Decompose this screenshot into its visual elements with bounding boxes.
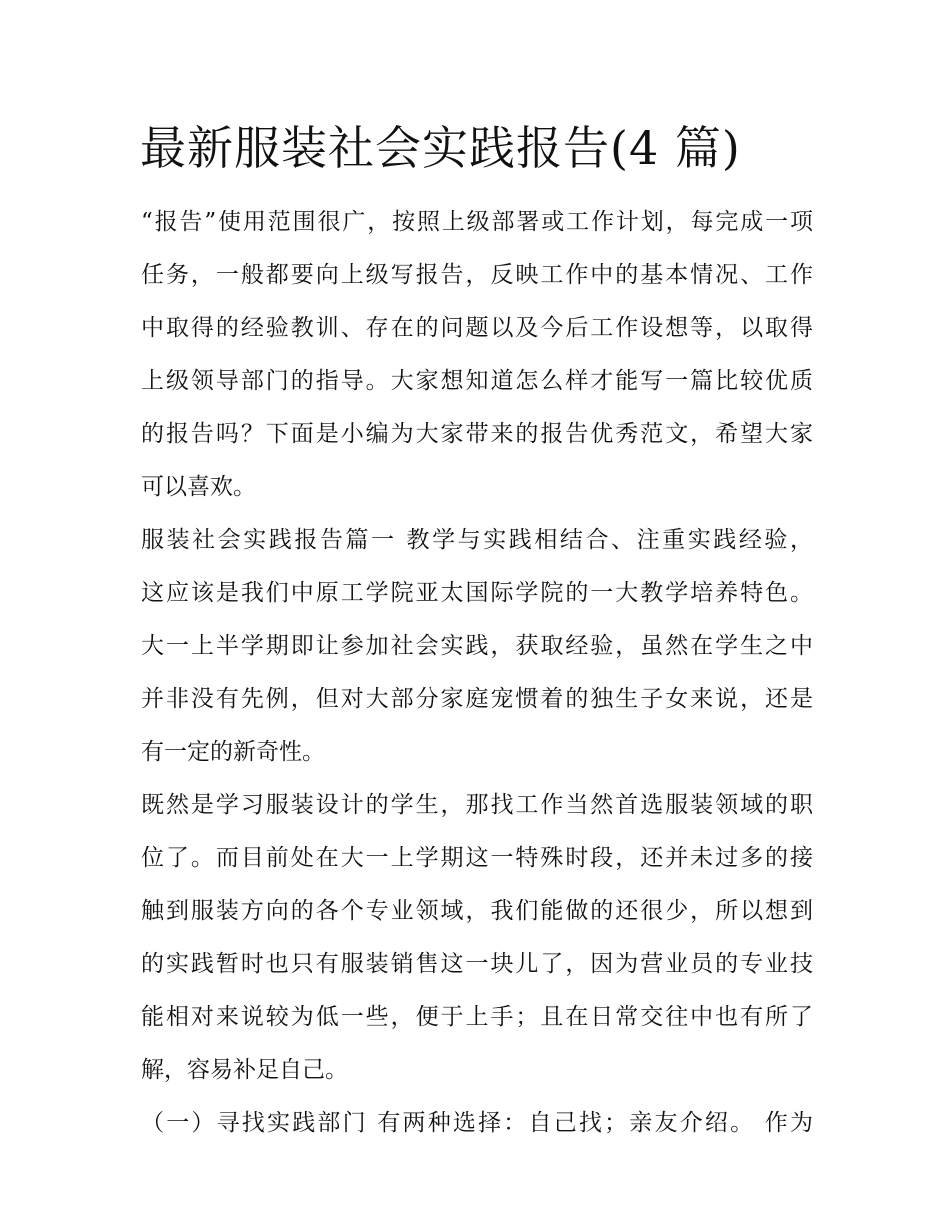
body-line: 的实践暂时也只有服装销售这一块儿了，因为营业员的专业技 (141, 951, 813, 977)
document-title: 最新服装社会实践报告(4 篇) (140, 121, 741, 175)
body-line: “报告”使用范围很广，按照上级部署或工作计划，每完成一项 (141, 209, 813, 235)
body-line: 既然是学习服装设计的学生，那找工作当然首选服装领域的职 (141, 792, 813, 818)
body-line: 触到服装方向的各个专业领域，我们能做的还很少，所以想到 (141, 898, 813, 924)
body-line: 任务，一般都要向上级写报告，反映工作中的基本情况、工作 (141, 262, 813, 288)
body-line: 位了。而目前处在大一上学期这一特殊时段，还并未过多的接 (141, 845, 813, 871)
body-line: 中取得的经验教训、存在的问题以及今后工作设想等，以取得 (141, 315, 813, 341)
body-line: 解，容易补足自己。 (141, 1057, 348, 1083)
body-line: 能相对来说较为低一些，便于上手；且在日常交往中也有所了 (141, 1004, 813, 1030)
body-line: 服装社会实践报告篇一 教学与实践相结合、注重实践经验， (141, 527, 813, 553)
body-line: 可以喜欢。 (141, 474, 256, 500)
body-line: 大一上半学期即让参加社会实践，获取经验，虽然在学生之中 (141, 633, 813, 659)
body-line: 上级领导部门的指导。大家想知道怎么样才能写一篇比较优质 (141, 368, 813, 394)
body-line: 的报告吗？下面是小编为大家带来的报告优秀范文，希望大家 (141, 421, 813, 447)
document-body (141, 196, 813, 1150)
body-line: （一）寻找实践部门 有两种选择：自己找；亲友介绍。 作为 (141, 1110, 813, 1136)
body-line: 这应该是我们中原工学院亚太国际学院的一大教学培养特色。 (141, 580, 813, 606)
body-line: 并非没有先例，但对大部分家庭宠惯着的独生子女来说，还是 (141, 686, 813, 712)
body-line: 有一定的新奇性。 (141, 739, 325, 765)
